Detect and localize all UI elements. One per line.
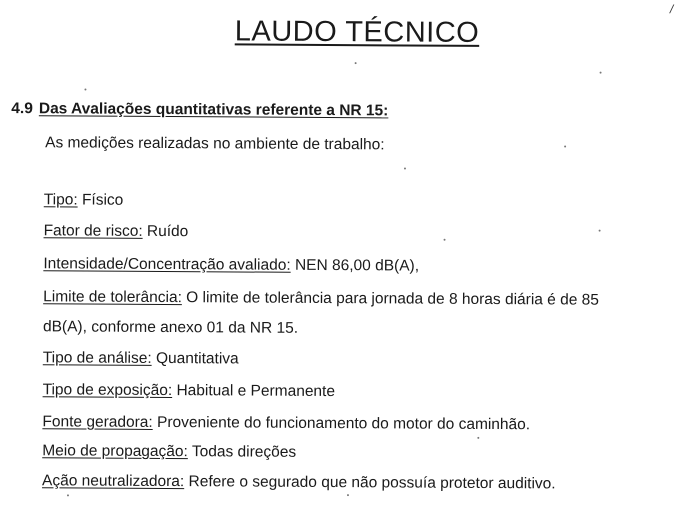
field-tipo-de-analise [43,349,239,368]
field-label: Intensidade/Concentração avaliado: [43,255,291,274]
field-value: Habitual e Permanente [172,382,336,401]
field-label: Ação neutralizadora: [42,472,185,491]
scan-speck [600,72,602,74]
field-label: Meio de propagação: [42,442,188,461]
scan-speck [67,494,69,496]
scan-speck [564,145,566,147]
field-value: dB(A), conforme anexo 01 da NR 15. [42,318,299,337]
field-value: Ruído [142,222,189,241]
scan-speck [355,62,357,64]
scan-speck [477,437,479,439]
field-label: Tipo de análise: [42,349,152,367]
field-label: Tipo de exposição: [42,381,173,400]
document-title: LAUDO TÉCNICO [234,15,480,49]
field-meio-de-propagacao [42,442,296,462]
field-label: Fonte geradora: [42,413,153,431]
field-value: Refere o segurado que não possuía protetor auditivo. [184,473,556,493]
field-value: Proveniente do funcionamento do motor do caminhão. [152,413,531,434]
section-heading [11,100,388,120]
field-intensidade [43,255,419,275]
field-value: Físico [77,191,124,209]
field-fator-de-risco [44,222,189,241]
page-corner-mark: / [669,2,674,17]
field-label: Limite de tolerância: [43,288,182,307]
section-number: 4.9 [11,100,33,118]
scan-speck [84,89,86,91]
field-value: Quantitativa [151,349,239,368]
scan-speck [599,230,601,232]
scan-speck [404,167,406,169]
field-tipo-de-exposicao [43,381,336,401]
field-label: Fator de risco: [43,222,143,240]
field-value: Todas direções [187,443,297,461]
field-limite-de-tolerancia [43,288,599,309]
field-value: NEN 86,00 dB(A), [290,256,420,275]
section-intro: As medições realizadas no ambiente de trabalho: [45,134,385,154]
scan-speck [444,239,446,241]
field-value: O limite de tolerância para jornada de 8 horas diária é de 85 [181,289,599,309]
scan-speck [347,494,349,496]
field-acao-neutralizadora [42,472,556,493]
field-fonte-geradora [42,413,530,434]
field-limite-continuation [43,318,298,338]
field-label: Tipo: [43,191,78,209]
field-tipo [44,191,124,209]
section-title: Das Avaliações quantitativas referente a NR 15: [38,100,389,120]
